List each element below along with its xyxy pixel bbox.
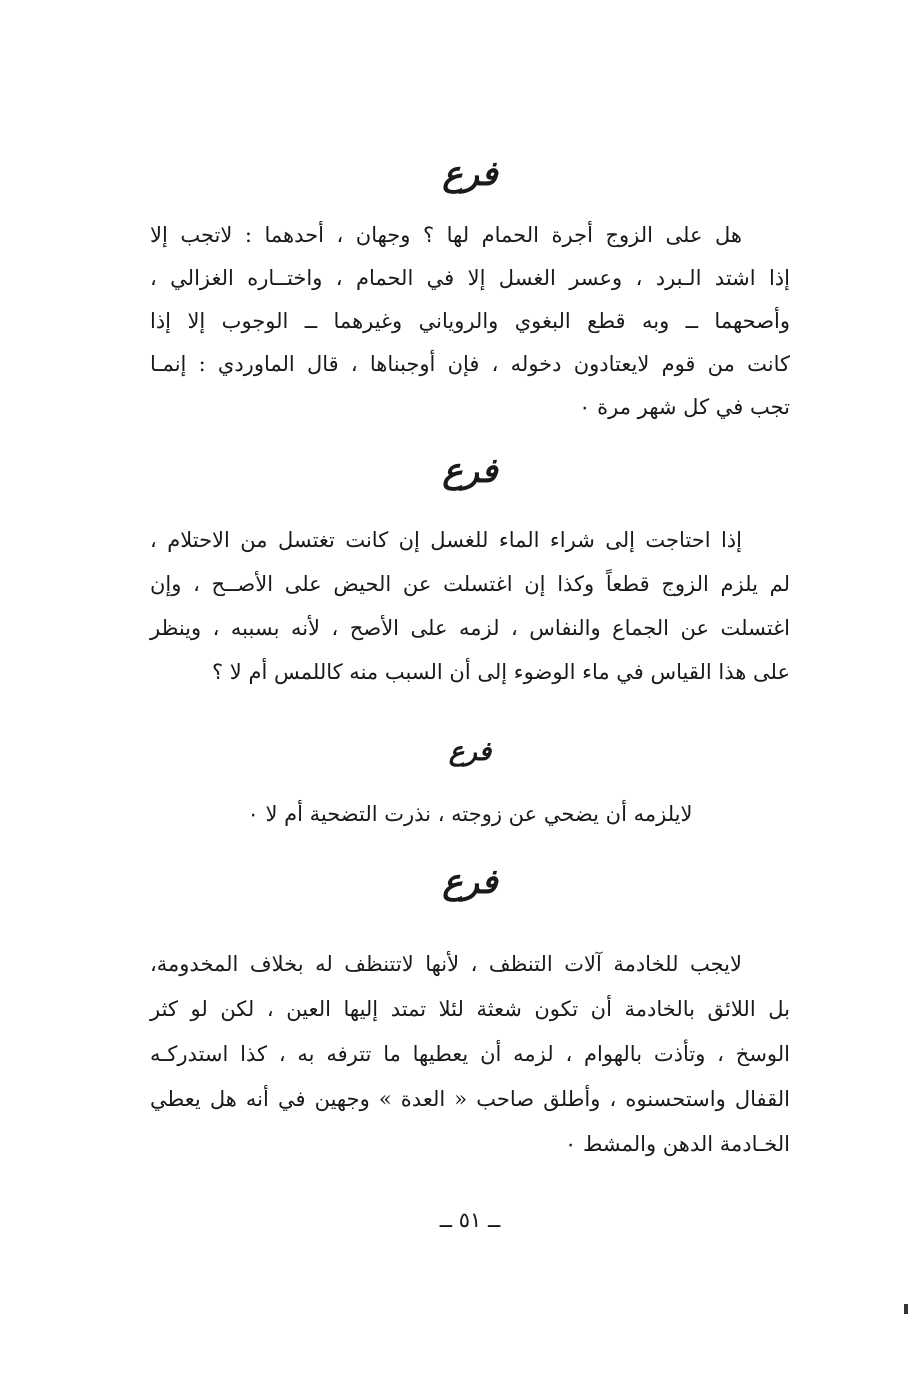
- paragraph-4: [150, 942, 790, 1167]
- paragraph-line: القفال واستحسنوه ، وأطلق صاحب « العدة » وجهين في أنه هل يعطي: [150, 1087, 790, 1111]
- paragraph-1: [150, 214, 790, 429]
- paragraph-line: لم يلزم الزوج قطعاً وكذا إن اغتسلت عن الحيض على الأصــح ، وإن: [150, 572, 790, 596]
- paragraph-line: هل على الزوج أجرة الحمام لها ؟ وجهان ، أحدهما : لاتجب إلا: [150, 223, 742, 247]
- paragraph-line: إذا احتاجت إلى شراء الماء للغسل إن كانت تغتسل من الاحتلام ،: [150, 528, 742, 552]
- paragraph-2: [150, 518, 790, 694]
- paragraph-line: على هذا القياس في ماء الوضوء إلى أن السبب منه كاللمس أم لا ؟: [211, 660, 790, 684]
- paragraph-line: إذا اشتد الـبرد ، وعسر الغسل إلا في الحمام ، واختــاره الغزالي ،: [150, 266, 790, 290]
- paragraph-line: تجب في كل شهر مرة ٠: [579, 395, 790, 419]
- section-title-4: فرع: [442, 862, 498, 902]
- section-title-3: فرع: [448, 737, 492, 767]
- paragraph-3: لايلزمه أن يضحي عن زوجته ، نذرت التضحية أم لا ٠: [247, 802, 693, 826]
- paragraph-line: وأصحهما ــ وبه قطع البغوي والروياني وغيرهما ــ الوجوب إلا إذا: [150, 309, 790, 333]
- paragraph-line: بل اللائق بالخادمة أن تكون شعثة لئلا تمتد إليها العين ، لكن لو كثر: [150, 997, 790, 1021]
- page-number: ــ ٥١ ــ: [439, 1208, 501, 1232]
- book-page: [150, 0, 790, 1381]
- section-title-1: فرع: [442, 154, 498, 194]
- paragraph-line: اغتسلت عن الجماع والنفاس ، لزمه على الأصح ، لأنه بسببه ، وينظر: [150, 616, 790, 640]
- section-title-2: فرع: [442, 451, 498, 491]
- paragraph-line: لايجب للخادمة آلات التنظف ، لأنها لاتتنظف له بخلاف المخدومة،: [150, 952, 742, 976]
- paragraph-line: الوسخ ، وتأذت بالهوام ، لزمه أن يعطيها ما تترفه به ، كذا استدركـه: [150, 1042, 790, 1066]
- scan-edge-mark: [904, 1304, 908, 1314]
- paragraph-line: كانت من قوم لايعتادون دخوله ، فإن أوجبناها ، قال الماوردي : إنمـا: [150, 352, 790, 376]
- paragraph-line: الخـادمة الدهن والمشط ٠: [564, 1132, 790, 1156]
